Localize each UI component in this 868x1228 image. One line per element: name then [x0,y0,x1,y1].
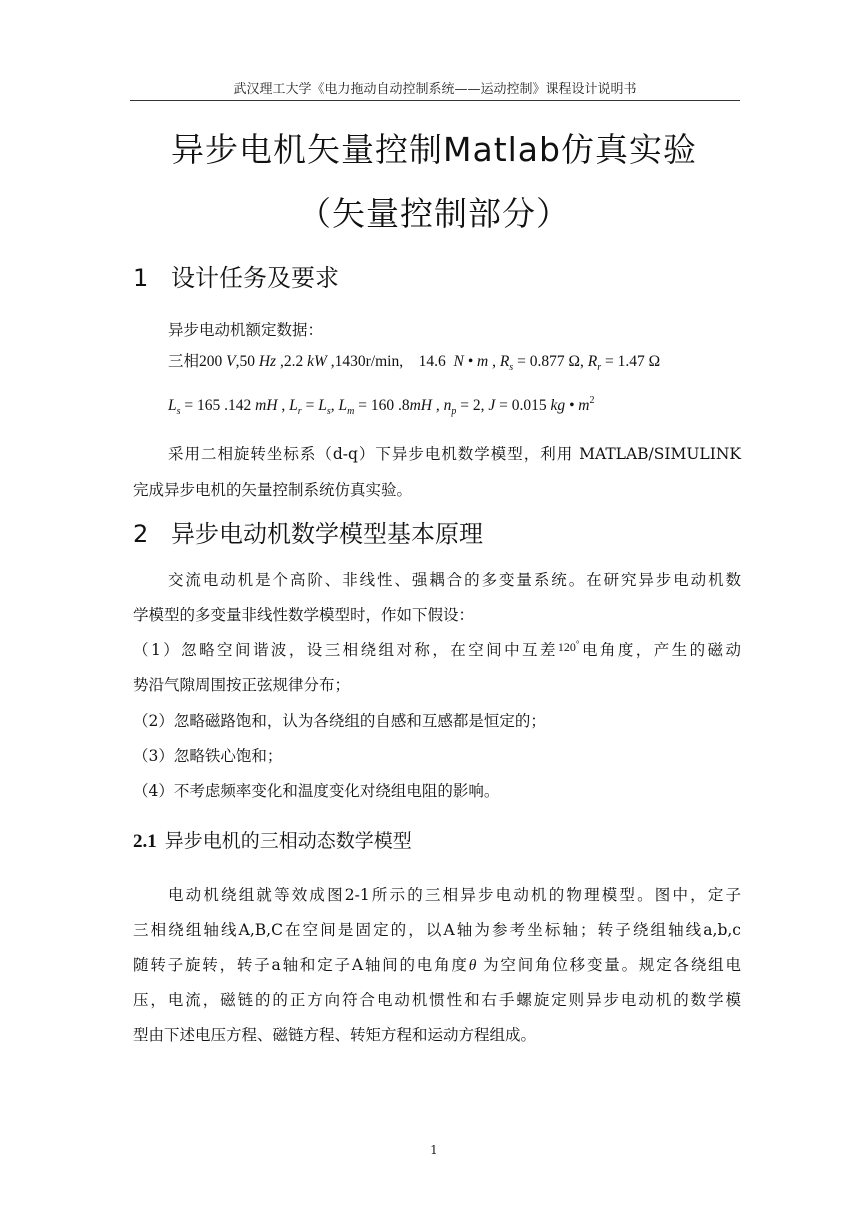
rated-voltage: 200 [199,353,223,370]
model-paragraph-line-1: 电动机绕组就等效成图2-1所示的三相异步电动机的物理模型。图中，定子 [168,886,741,904]
angle-value: 120 [557,640,576,654]
assumption-2: （2）忽略磁路饱和，认为各绕组的自感和互感都是恒定的； [133,712,546,730]
lr-subscript: r [297,406,302,417]
lm-value: 160 .8 [370,397,410,414]
document-title: 异步电机矢量控制Matlab仿真实验 [171,130,697,169]
model-paragraph-line-5: 型由下述电压方程、磁链方程、转矩方程和运动方程组成。 [133,1026,537,1044]
header-rule [130,100,740,101]
subsection-title: 异步电机的三相动态数学模型 [164,830,412,852]
section-title: 设计任务及要求 [171,264,339,292]
j-unit-exponent: 2 [589,395,595,406]
j-value: 0.015 [511,397,547,414]
rated-torque: 14.6 [418,353,446,370]
ls-subscript: s [176,406,181,417]
rated-data-line-1: 三相200 V,50 Hz ,2.2 kW ,1430r/min, 14.6 N • m , $R_s = 0.877$ Ω, $R_r = 1.47$ Ω [168,353,661,373]
ls-unit: mH [255,397,278,414]
j-unit: kg • m [550,397,590,414]
running-header: 武汉理工大学《电力拖动自动控制系统——运动控制》课程设计说明书 [233,82,637,97]
assumption-1-line-1 [133,638,741,660]
intro-line-1: 交流电动机是个高阶、非线性、强耦合的多变量系统。在研究异步电动机数 [168,571,741,589]
model-paragraph-text: 随转子旋转，转子a轴和定子A轴间的电角度 [133,956,469,974]
section-2-heading [133,514,483,549]
model-paragraph-text-continued: 为空间角位移变量。规定各绕组电 [483,956,741,974]
model-paragraph-line-3 [133,953,741,975]
subsection-2-1-heading [133,826,412,853]
lm-unit: mH [409,397,432,414]
ls-symbol: L [168,397,177,414]
rated-speed: 1430r/min, [334,353,404,370]
assumption-3: （3）忽略铁心饱和； [133,747,283,765]
np-value: 2, [472,397,485,414]
lr-symbol: L [289,397,298,414]
j-symbol: J [488,397,496,414]
rated-data-label: 异步电动机额定数据： [168,321,324,339]
model-paragraph-line-4: 压，电流，磁链的的正方向符合电动机惯性和右手螺旋定则异步电动机的数学模 [133,991,741,1009]
lm-symbol: L [338,397,348,414]
lm-subscript: m [347,406,355,417]
frequency-unit: Hz [258,353,277,370]
phase-label: 三相 [168,353,200,370]
power-unit: kW [307,353,327,370]
rated-power: 2.2 [283,353,304,370]
section-number: 1 [133,264,149,292]
task-paragraph-line-2: 完成异步电机的矢量控制系统仿真实验。 [133,481,413,499]
assumption-1-text-continued: 电角度，产生的磁动 [579,641,741,659]
assumption-1-text: （1）忽略空间谐波，设三相绕组对称，在空间中互差 [133,641,558,659]
lr-equals-subscript: s [326,406,331,417]
degree-symbol: ° [575,639,580,649]
section-1-heading [133,258,339,293]
rr-symbol: R [587,353,598,370]
np-symbol: n [443,397,452,414]
voltage-unit: V [226,353,236,370]
rated-data-line-2: $L_s = 165$ .142 mH , $L_r = L_s$, $L_m = 160$ .8mH , $n_p = 2$, J = 0.015 kg • $m^2$ [168,395,595,417]
rs-symbol: R [499,353,510,370]
page-number: 1 [430,1143,438,1157]
section-number: 2 [133,520,149,548]
task-paragraph-line-1: 采用二相旋转坐标系（d-q）下异步电机数学模型，利用 MATLAB/SIMULINK [168,445,741,463]
assumption-1-line-2: 势沿气隙周围按正弦规律分布； [133,676,351,694]
lr-equals-symbol: L [318,397,327,414]
subsection-number: 2.1 [133,831,157,852]
rs-value: 0.877 Ω [529,353,580,370]
rated-frequency: 50 [239,353,255,370]
document-subtitle: （矢量控制部分） [298,194,570,233]
rr-value: 1.47 Ω [617,353,661,370]
np-subscript: p [451,406,457,417]
intro-line-2: 学模型的多变量非线性数学模型时，作如下假设： [133,606,475,624]
theta-symbol: θ [468,957,477,974]
torque-unit: N • m [453,353,489,370]
assumption-4: （4）不考虑频率变化和温度变化对绕组电阻的影响。 [133,782,500,800]
rs-subscript: s [509,362,514,373]
model-paragraph-line-2: 三相绕组轴线A,B,C在空间是固定的，以A轴为参考坐标轴；转子绕组轴线a,b,c [133,921,741,939]
ls-value: 165 .142 [197,397,252,414]
section-title: 异步电动机数学模型基本原理 [171,520,483,548]
rr-subscript: r [597,362,602,373]
